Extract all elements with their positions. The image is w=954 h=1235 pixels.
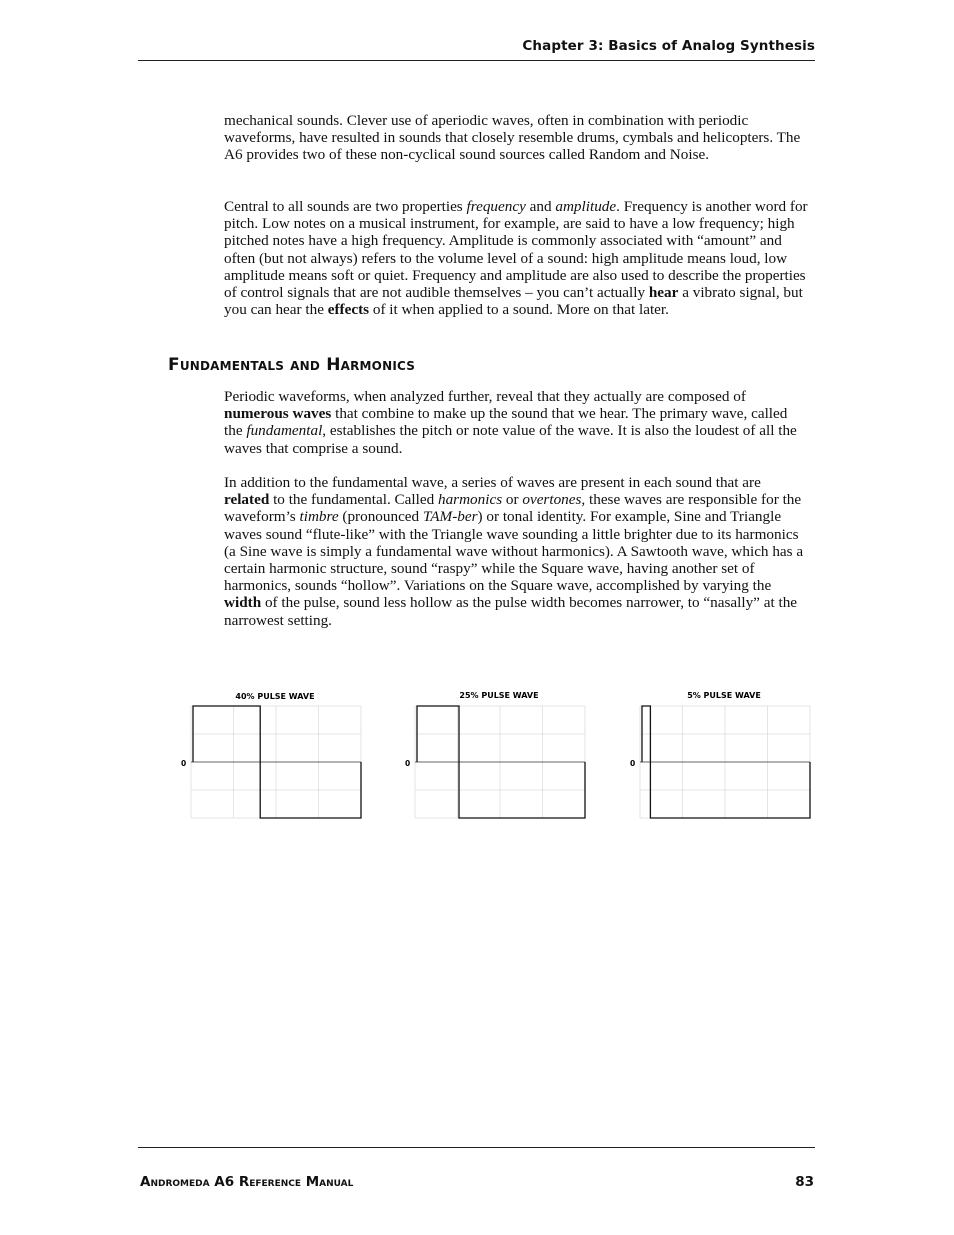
page-number: 83 (795, 1174, 814, 1190)
paragraph-frequency-amplitude: Central to all sounds are two properties frequency and amplitude. Frequency is another word for pitch. Low notes on a musical instrument, for example, are said to have a low frequency; high pitched notes have a high frequency. Amplitude is commonly associated with “amount” and often (but not always) refers to the volume level of a sound: high amplitude means loud, low amplitude means soft or quiet. Frequency and amplitude are also used to describe the properties of control signals that are not audible themselves – you can’t actually hear a vibrato signal, but you can hear the effects of it when applied to a sound. More on that later. (224, 198, 808, 319)
zero-axis-label: 0 (181, 759, 187, 768)
paragraph-harmonics: In addition to the fundamental wave, a series of waves are present in each sound that are related to the fundamental. Called harmonics or overtones, these waves are responsible for the waveform’s timbre (pronounced TAM-ber) or tonal identity. For example, Sine and Triangle waves sound “flute-like” with the Triangle wave sounding a little brighter due to its harmonics (a Sine wave is simply a fundamental wave without harmonics). A Sawtooth wave, which has a certain harmonic structure, sound “raspy” while the Square wave, having another set of harmonics, sounds “hollow”. Variations on the Square wave, accomplished by varying the width of the pulse, sound less hollow as the pulse width becomes narrower, to “nasally” at the narrowest setting. (224, 474, 804, 629)
page-footer (138, 1147, 815, 1190)
waveform-grid (640, 706, 810, 818)
manual-title: Andromeda A6 Reference Manual (140, 1174, 354, 1190)
chapter-title: Chapter 3: Basics of Analog Synthesis (522, 38, 815, 54)
pulse-waveform (193, 706, 361, 818)
waveform-grid (191, 706, 361, 818)
section-heading: Fundamentals and Harmonics (168, 355, 416, 375)
waveform-grid (415, 706, 585, 818)
figure-25-pulse-wave (405, 691, 585, 818)
zero-axis-label: 0 (405, 759, 411, 768)
paragraph-fundamental: Periodic waveforms, when analyzed further, reveal that they actually are composed of numerous waves that combine to make up the sound that we hear. The primary wave, called the fundamental, establishes the pitch or note value of the wave. It is also the loudest of all the waves that comprise a sound. (224, 388, 797, 457)
figure-title: 5% PULSE WAVE (687, 691, 761, 700)
page-header (138, 38, 815, 61)
figure-5-pulse-wave (630, 691, 810, 818)
pulse-waveform (417, 706, 585, 818)
figure-40-pulse-wave (181, 692, 361, 818)
figure-title: 40% PULSE WAVE (235, 692, 315, 701)
zero-axis-label: 0 (630, 759, 636, 768)
figure-title: 25% PULSE WAVE (459, 691, 539, 700)
paragraph-aperiodic-sounds: mechanical sounds. Clever use of aperiodic waves, often in combination with periodic waveforms, have resulted in sounds that closely resemble drums, cymbals and helicopters. The A6 provides two of these non-cyclical sound sources called Random and Noise. (224, 112, 801, 164)
pulse-waveform (642, 706, 810, 818)
